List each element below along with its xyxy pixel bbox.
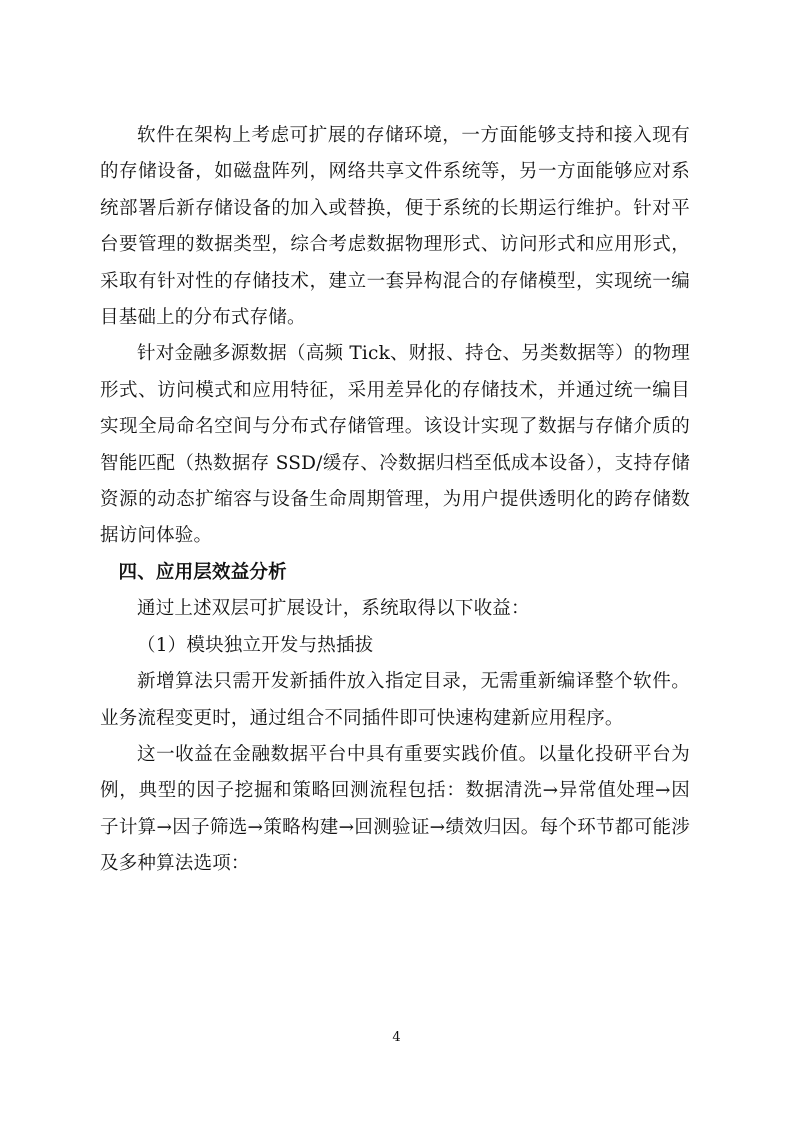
paragraph-storage-architecture: 软件在架构上考虑可扩展的存储环境，一方面能够支持和接入现有的存储设备，如磁盘阵列，网络共享文件系统等，另一方面能够应对系统部署后新存储设备的加入或替换，便于系统的长期运行维护。针对平台要管理的数据类型，综合考虑数据物理形式、访问形式和应用形式，采取有针对性的存储技术，建立一套异构混合的存储模型，实现统一编目基础上的分布式存储。 [100,125,690,329]
paragraph-quant-platform-example: 这一收益在金融数据平台中具有重要实践价值。以量化投研平台为例，典型的因子挖掘和策略回测流程包括：数据清洗→异常值处理→因子计算→因子筛选→策略构建→回测验证→绩效归因。每个环节都可能涉及多种算法选项： [100,743,690,875]
intro-paragraph: 通过上述双层可扩展设计，系统取得以下收益： [137,598,530,620]
subheading: （1）模块独立开发与热插拔 [137,634,374,656]
section-heading: 四、应用层效益分析 [118,561,287,583]
paragraph-financial-data-storage: 针对金融多源数据（高频 Tick、财报、持仓、另类数据等）的物理形式、访问模式和应用特征，采用差异化的存储技术，并通过统一编目实现全局命名空间与分布式存储管理。该设计实现了数据与存储介质的智能匹配（热数据存 SSD/缓存、冷数据归档至低成本设备），支持存储资源的动态扩缩容与设备生命周期管理，为用户提供透明化的跨存储数据访问体验。 [100,343,690,547]
page-number: 4 [392,1030,401,1045]
paragraph-plugin-development: 新增算法只需开发新插件放入指定目录，无需重新编译整个软件。业务流程变更时，通过组合不同插件即可快速构建新应用程序。 [100,671,690,729]
page-content [100,118,690,883]
